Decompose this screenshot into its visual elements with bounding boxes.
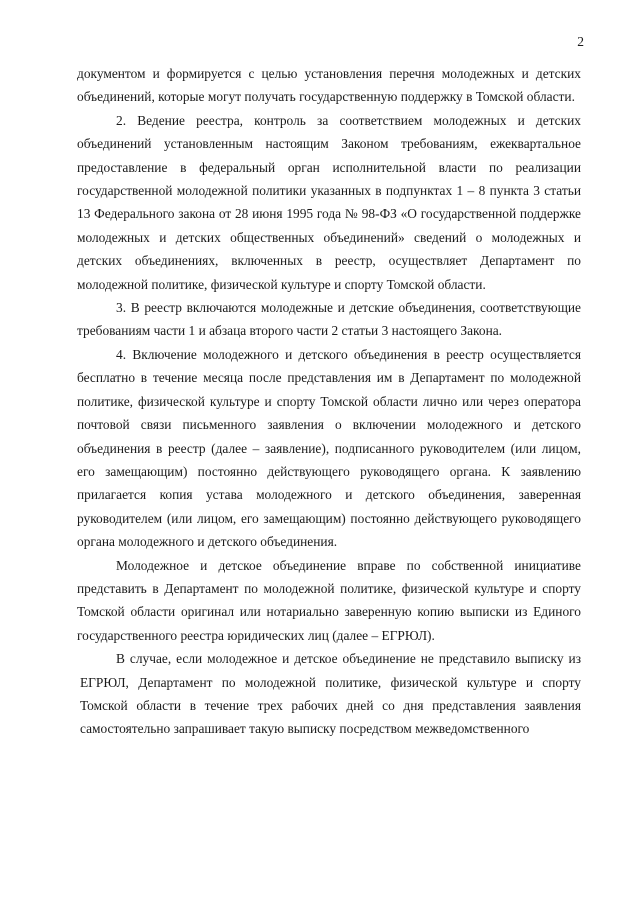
paragraph-continuation: документом и формируется с целью установления перечня молодежных и детских объединений, которые могут получать государственную поддержку в Томской области. (77, 66, 581, 105)
paragraph-egrul-initiative: Молодежное и детское объединение вправе по собственной инициативе представить в Департамент по молодежной политике, физической культуре и спорту Томской области оригинал или нотариально заверенную копию выписки из Единого государственного реестра юридических лиц (далее – ЕГРЮЛ). (77, 557, 581, 643)
paragraph-egrul-request: В случае, если молодежное и детское объединение не представило выписку из ЕГРЮЛ, Департамент по молодежной политике, физической культуре и спорту Томской области в течение трех рабочих дней со дня представления заявления самостоятельно запрашивает такую выписку посредством межведомственного (80, 651, 581, 737)
paragraph-item-4: 4. Включение молодежного и детского объединения в реестр осуществляется бесплатно в течение месяца после представления им в Департамент по молодежной политике, физической культуре и спорту Томской области лично или через оператора почтовой связи письменного заявления о включении молодежного и детского объединения в реестр (далее – заявление), подписанного руководителем (или лицом, его замещающим) постоянно действующего руководящего органа. К заявлению прилагается копия устава молодежного и детского объединения, заверенная руководителем (или лицом, его замещающим) постоянно действующего руководящего органа молодежного и детского объединения. (77, 346, 581, 550)
document-body (77, 62, 581, 741)
paragraph-item-3: 3. В реестр включаются молодежные и детские объединения, соответствующие требованиям части 1 и абзаца второго части 2 статьи 3 настоящего Закона. (77, 300, 581, 339)
paragraph-item-2: 2. Ведение реестра, контроль за соответствием молодежных и детских объединений установленным настоящим Законом требованиям, ежеквартальное предоставление в федеральный орган исполнительной власти по реализации государственной молодежной политики указанных в подпунктах 1 – 8 пункта 3 статьи 13 Федерального закона от 28 июня 1995 года № 98-ФЗ «О государственной поддержке молодежных и детских общественных объединений» сведений о молодежных и детских объединениях, включенных в реестр, осуществляет Департамент по молодежной политике, физической культуре и спорту Томской области. (77, 112, 581, 292)
page-number: 2 (577, 34, 584, 49)
